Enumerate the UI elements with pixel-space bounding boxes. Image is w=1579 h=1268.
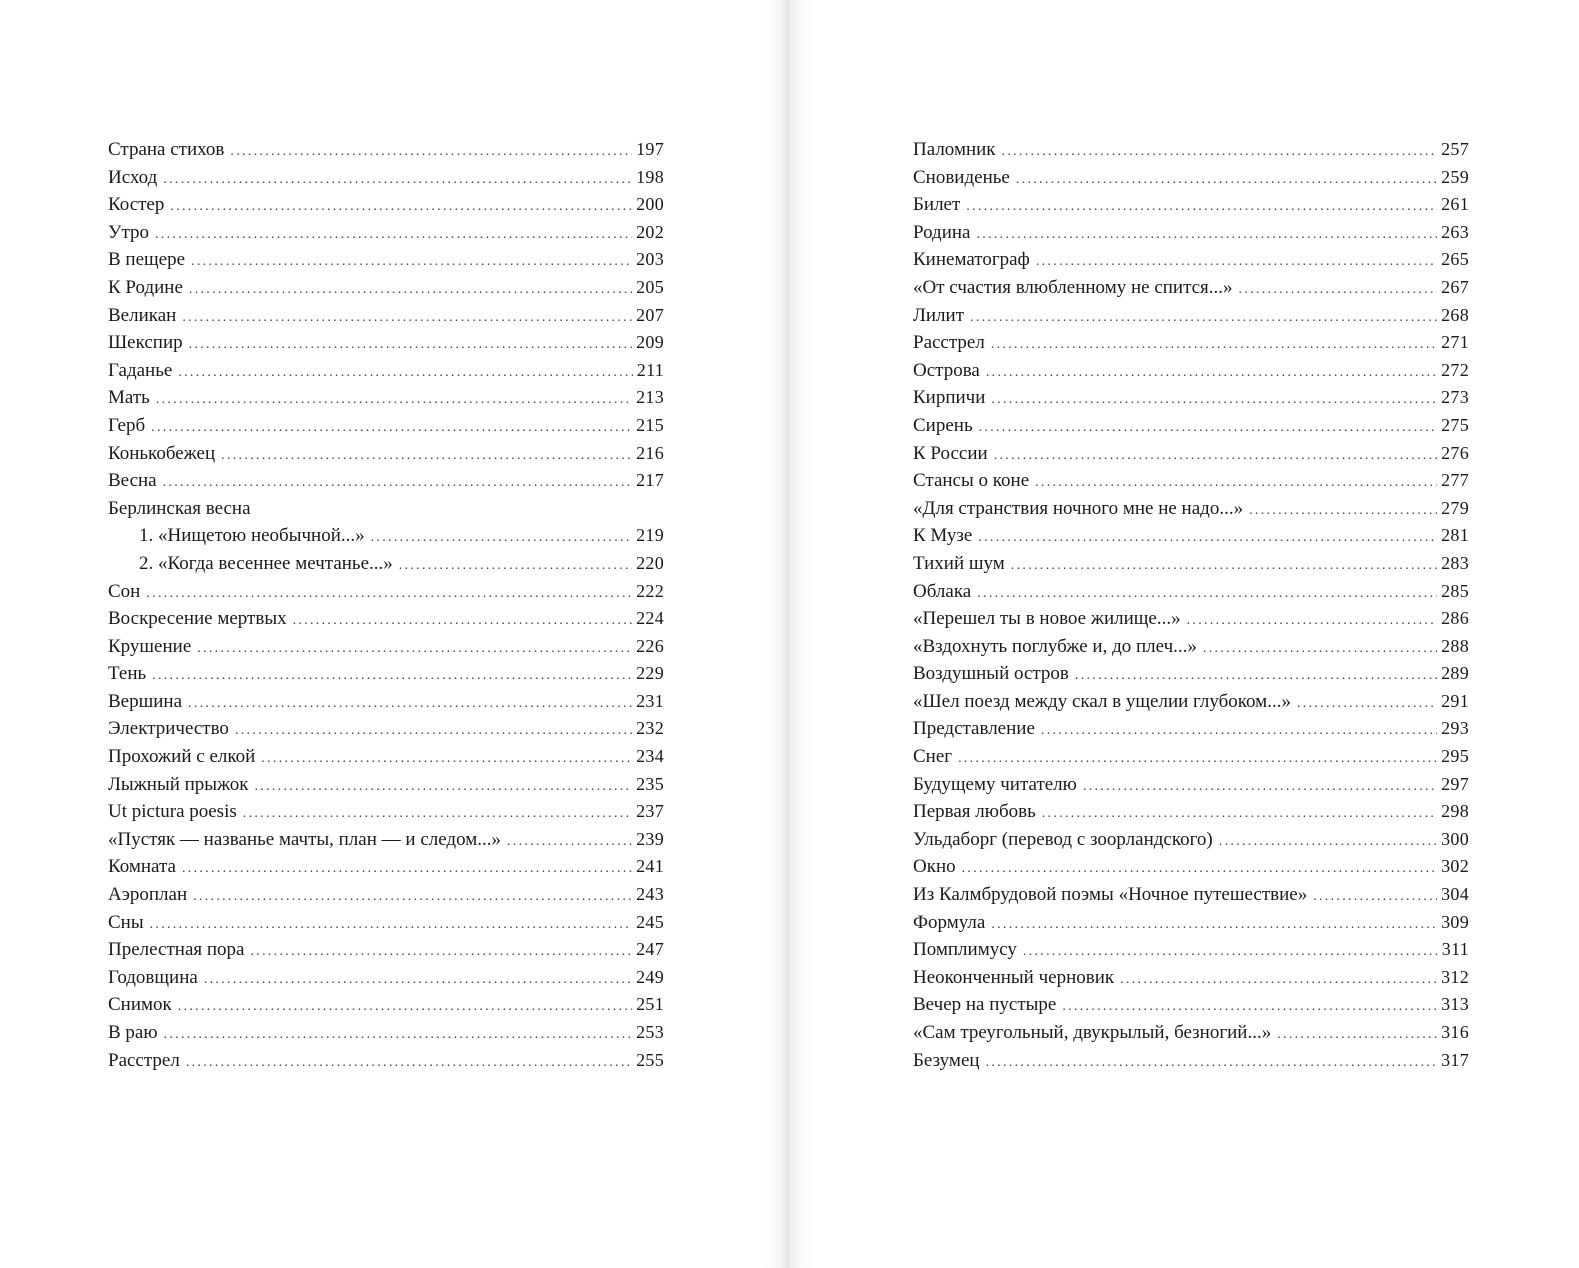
toc-dot-leader [146, 580, 632, 608]
toc-dot-leader [182, 304, 632, 332]
toc-entry [108, 688, 664, 716]
toc-page-number: 313 [1441, 994, 1469, 1015]
toc-dot-leader [193, 883, 632, 911]
toc-entry-title: «Сам треугольный, двукрылый, безногий...» [913, 1022, 1272, 1043]
toc-page-number: 237 [636, 801, 664, 822]
toc-page-number: 253 [636, 1022, 664, 1042]
toc-dot-leader [1016, 166, 1437, 194]
toc-dot-leader [1075, 662, 1437, 690]
toc-entry-title: Утро [108, 221, 149, 243]
toc-entry-title: Шекспир [108, 332, 183, 354]
toc-page-number: 273 [1441, 387, 1469, 408]
toc-entry [108, 964, 664, 992]
toc-page-number: 281 [1441, 525, 1469, 546]
toc-page-number: 198 [636, 166, 664, 187]
toc-entry [913, 164, 1469, 192]
toc-entry [108, 384, 664, 412]
toc-page-number: 247 [636, 939, 664, 960]
toc-dot-leader [197, 635, 632, 663]
toc-entry [108, 302, 664, 330]
toc-entry-title: Лилит [913, 304, 965, 326]
toc-dot-leader [235, 717, 632, 745]
toc-entry-title: Аэроплан [108, 884, 188, 906]
toc-dot-leader [230, 138, 632, 166]
toc-entry [913, 136, 1469, 164]
toc-entry [108, 136, 664, 164]
toc-entry [913, 357, 1469, 385]
toc-dot-leader [1041, 717, 1437, 745]
toc-dot-leader [170, 193, 632, 221]
toc-dot-leader [991, 911, 1437, 939]
toc-entry-title: Родина [913, 221, 971, 243]
toc-entry [913, 302, 1469, 330]
toc-entry [913, 550, 1469, 578]
toc-entry [913, 853, 1469, 881]
toc-entry [913, 495, 1469, 523]
toc-entry [108, 743, 664, 771]
toc-dot-leader [182, 855, 632, 883]
toc-dot-leader [151, 414, 632, 442]
toc-entry-title: Весна [108, 470, 157, 492]
toc-page-number: 304 [1441, 884, 1469, 905]
toc-page-number: 295 [1441, 746, 1469, 767]
toc-entry [108, 578, 664, 606]
toc-entry [108, 991, 664, 1019]
toc-entry [108, 191, 664, 219]
toc-page-number: 202 [636, 221, 664, 242]
toc-entry-title: «Шел поезд между скал в ущелии глубоком...» [913, 690, 1291, 712]
toc-entry-title: К Музе [913, 525, 973, 547]
toc-page-number: 316 [1441, 1022, 1469, 1042]
toc-entry [913, 605, 1469, 633]
toc-entry [108, 605, 664, 633]
toc-dot-leader [1036, 248, 1437, 276]
toc-entry-title: Паломник [913, 139, 996, 160]
toc-entry [108, 1019, 664, 1047]
toc-entry [913, 743, 1469, 771]
toc-page-number: 207 [636, 304, 664, 325]
toc-entry-title: Сновиденье [913, 166, 1010, 188]
toc-dot-leader [155, 221, 632, 249]
toc-dot-leader [958, 745, 1437, 773]
toc-page-number: 259 [1441, 166, 1469, 187]
toc-entry-title: Берлинская весна [108, 497, 251, 519]
toc-entry-title: 1. «Нищетою необычной...» [139, 525, 365, 547]
toc-page-number: 217 [636, 470, 664, 491]
toc-page-number: 311 [1441, 939, 1469, 960]
toc-entry [108, 715, 664, 743]
toc-entry [913, 522, 1469, 550]
toc-page-number: 229 [636, 663, 664, 684]
toc-entry [913, 688, 1469, 716]
toc-entry [108, 826, 664, 854]
toc-dot-leader [977, 580, 1437, 608]
toc-list-left [108, 136, 664, 1074]
toc-entry [913, 412, 1469, 440]
toc-entry-title: Острова [913, 359, 980, 381]
toc-dot-leader [178, 359, 632, 387]
toc-entry-title: Электричество [108, 718, 229, 740]
toc-entry-title: Тень [108, 663, 147, 685]
toc-page-number: 277 [1441, 470, 1469, 491]
toc-dot-leader [970, 304, 1437, 332]
toc-entry-title: 2. «Когда весеннее мечтанье...» [139, 552, 393, 574]
toc-dot-leader [189, 276, 632, 304]
toc-entry-title: Будущему читателю [913, 773, 1077, 795]
toc-page-number: 239 [636, 828, 664, 849]
toc-dot-leader [178, 993, 632, 1021]
toc-entry [108, 440, 664, 468]
toc-dot-leader [1277, 1021, 1437, 1049]
toc-page-number: 276 [1441, 442, 1469, 463]
toc-entry [913, 219, 1469, 247]
toc-page-number: 317 [1441, 1049, 1469, 1070]
toc-entry [913, 246, 1469, 274]
toc-entry [108, 357, 664, 385]
toc-page-number: 275 [1441, 414, 1469, 435]
toc-page-number: 215 [636, 414, 664, 435]
toc-entry [913, 467, 1469, 495]
toc-page-number: 220 [636, 552, 664, 573]
toc-page-number: 293 [1441, 718, 1469, 739]
toc-entry [108, 164, 664, 192]
toc-page-number: 209 [636, 332, 664, 353]
toc-entry-title: Тихий шум [913, 552, 1005, 574]
toc-dot-leader [150, 911, 632, 939]
toc-page-number: 222 [636, 580, 664, 601]
toc-entry-title: Мать [108, 387, 150, 409]
toc-dot-leader [189, 331, 632, 359]
toc-entry-title: «Пустяк — названье мачты, план — и следом...» [108, 828, 501, 850]
toc-entry-title: Воздушный остров [913, 663, 1069, 685]
toc-entry-title: Страна стихов [108, 139, 225, 160]
toc-dot-leader [204, 966, 632, 994]
left-page [108, 136, 664, 1074]
toc-entry [913, 798, 1469, 826]
toc-entry [913, 715, 1469, 743]
toc-page-number: 288 [1441, 635, 1469, 656]
toc-entry-title: Снимок [108, 994, 172, 1016]
toc-dot-leader [261, 745, 632, 773]
toc-dot-leader [254, 773, 632, 801]
toc-entry [108, 909, 664, 937]
toc-page-number: 272 [1441, 359, 1469, 380]
toc-page-number: 257 [1441, 139, 1469, 159]
toc-entry-title: Из Калмбрудовой поэмы «Ночное путешествие» [913, 884, 1308, 906]
toc-dot-leader [250, 938, 632, 966]
toc-entry-title: Костер [108, 194, 165, 216]
right-page [913, 136, 1469, 1074]
toc-page-number: 219 [636, 525, 664, 546]
toc-dot-leader [976, 221, 1437, 249]
toc-entry-title: Исход [108, 166, 158, 188]
toc-entry-title: Расстрел [108, 1049, 180, 1071]
toc-page-number: 235 [636, 773, 664, 794]
toc-dot-leader [507, 828, 632, 856]
toc-page-number: 205 [636, 276, 664, 297]
toc-page-number: 224 [636, 608, 664, 629]
toc-entry-title: Формула [913, 911, 986, 933]
toc-dot-leader [1239, 276, 1438, 304]
toc-page-number: 268 [1441, 304, 1469, 325]
toc-dot-leader [986, 359, 1437, 387]
toc-entry-title: Ut pictura poesis [108, 801, 237, 823]
toc-page-number: 309 [1441, 911, 1469, 932]
toc-page-number: 300 [1441, 828, 1469, 849]
toc-entry-title: Стансы о коне [913, 470, 1030, 492]
toc-page-number: 302 [1441, 856, 1469, 877]
toc-dot-leader [979, 414, 1437, 442]
toc-page-number: 213 [636, 387, 664, 408]
toc-page-number: 231 [636, 690, 664, 711]
toc-dot-leader [1035, 469, 1437, 497]
toc-dot-leader [1313, 883, 1437, 911]
toc-entry [913, 660, 1469, 688]
toc-dot-leader [163, 166, 632, 194]
toc-entry-title: К Родине [108, 276, 183, 298]
toc-page-number: 283 [1441, 552, 1469, 573]
toc-entry-title: В раю [108, 1022, 158, 1043]
toc-page-number: 251 [636, 994, 664, 1015]
toc-entry-title: Конькобежец [108, 442, 216, 464]
toc-page-number: 265 [1441, 249, 1469, 270]
toc-dot-leader [966, 193, 1437, 221]
book-gutter-shadow [760, 0, 820, 1268]
toc-dot-leader [1249, 497, 1437, 525]
toc-dot-leader [1297, 690, 1437, 718]
toc-entry [108, 881, 664, 909]
toc-entry-title: Сны [108, 911, 144, 933]
toc-entry-title: Ульдаборг (перевод с зоорландского) [913, 828, 1213, 850]
toc-entry [108, 660, 664, 688]
toc-entry-title: Воскресение мертвых [108, 608, 287, 630]
toc-dot-leader [991, 386, 1437, 414]
toc-page-number: 234 [636, 746, 664, 767]
toc-entry [913, 991, 1469, 1019]
toc-page-number: 261 [1441, 194, 1469, 215]
toc-dot-leader [986, 1049, 1438, 1077]
toc-subentry [108, 522, 664, 550]
toc-entry [108, 798, 664, 826]
toc-entry-title: Кинематограф [913, 249, 1030, 271]
toc-entry-title: Представление [913, 718, 1035, 740]
toc-entry-title: Неоконченный черновик [913, 966, 1115, 988]
toc-page-number: 291 [1441, 690, 1469, 711]
toc-dot-leader [1011, 552, 1437, 580]
toc-dot-leader [293, 607, 633, 635]
toc-dot-leader [962, 855, 1437, 883]
toc-page-number: 226 [636, 635, 664, 656]
toc-page-number: 200 [636, 194, 664, 215]
toc-entry [913, 909, 1469, 937]
toc-dot-leader [1002, 138, 1438, 166]
toc-dot-leader [978, 524, 1437, 552]
toc-entry-title: Сон [108, 580, 141, 602]
toc-entry-title: Великан [108, 304, 177, 326]
toc-dot-leader [164, 1021, 633, 1049]
toc-page-number: 245 [636, 911, 664, 932]
toc-list-right [913, 136, 1469, 1074]
toc-entry-title: Снег [913, 746, 953, 768]
toc-dot-leader [994, 442, 1437, 470]
toc-entry-title: Годовщина [108, 966, 198, 988]
toc-entry-title: К России [913, 442, 988, 464]
toc-page-number: 255 [636, 1049, 664, 1070]
toc-page-number: 216 [636, 442, 664, 463]
toc-entry [108, 853, 664, 881]
toc-dot-leader [186, 1049, 632, 1077]
toc-entry-title: «Вздохнуть поглубже и, до плеч...» [913, 635, 1197, 657]
toc-entry-title: Помплимусу [913, 939, 1017, 961]
toc-dot-leader [1187, 607, 1437, 635]
toc-entry [108, 412, 664, 440]
toc-entry-title: Кирпичи [913, 387, 986, 409]
toc-entry [108, 219, 664, 247]
toc-entry [108, 1047, 664, 1075]
toc-entry [913, 936, 1469, 964]
toc-page-number: 211 [636, 359, 664, 380]
toc-entry [913, 964, 1469, 992]
toc-entry-title: Прелестная пора [108, 939, 245, 961]
toc-dot-leader [188, 690, 632, 718]
toc-entry-title: Сирень [913, 414, 973, 436]
toc-entry-title: Герб [108, 414, 146, 436]
toc-dot-leader [191, 248, 632, 276]
toc-dot-leader [221, 442, 632, 470]
toc-page-number: 263 [1441, 221, 1469, 242]
toc-page-number: 297 [1441, 773, 1469, 794]
toc-dot-leader [1219, 828, 1437, 856]
toc-dot-leader [1120, 966, 1437, 994]
toc-page-number: 267 [1441, 276, 1469, 297]
toc-page-number: 232 [636, 718, 664, 739]
toc-entry [913, 1047, 1469, 1075]
toc-page-number: 298 [1441, 801, 1469, 822]
toc-entry [108, 329, 664, 357]
toc-page-number: 271 [1441, 332, 1469, 353]
toc-page-number: 285 [1441, 580, 1469, 601]
toc-entry [108, 467, 664, 495]
toc-entry-title: Крушение [108, 635, 192, 657]
toc-page-number: 203 [636, 249, 664, 270]
toc-entry [108, 246, 664, 274]
toc-page-number: 197 [636, 139, 664, 159]
toc-entry-title: Прохожий с елкой [108, 746, 256, 768]
toc-page-number: 243 [636, 884, 664, 905]
toc-entry-title: Первая любовь [913, 801, 1036, 823]
toc-dot-leader [1083, 773, 1437, 801]
toc-page-number: 289 [1441, 663, 1469, 684]
toc-page-number: 241 [636, 856, 664, 877]
toc-entry [913, 274, 1469, 302]
toc-entry-title: Расстрел [913, 332, 985, 354]
toc-entry [108, 274, 664, 302]
toc-entry-title: Билет [913, 194, 961, 216]
toc-entry [108, 633, 664, 661]
toc-entry-title: Лыжный прыжок [108, 773, 249, 795]
toc-page-number: 279 [1441, 497, 1469, 518]
toc-entry [913, 1019, 1469, 1047]
toc-entry-title: Вершина [108, 690, 183, 712]
toc-page-number: 312 [1441, 966, 1469, 987]
toc-entry-title: Гаданье [108, 359, 173, 381]
toc-entry-title: В пещере [108, 249, 186, 271]
toc-entry [913, 826, 1469, 854]
toc-entry-title: Вечер на пустыре [913, 994, 1057, 1016]
toc-entry [913, 578, 1469, 606]
toc-page-number: 249 [636, 966, 664, 987]
toc-dot-leader [243, 800, 632, 828]
toc-entry [913, 881, 1469, 909]
toc-page-number: 286 [1441, 608, 1469, 629]
toc-entry-title: «Перешел ты в новое жилище...» [913, 608, 1181, 630]
toc-entry [913, 384, 1469, 412]
toc-entry-title: Безумец [913, 1049, 980, 1071]
toc-entry [108, 495, 664, 523]
toc-dot-leader [1042, 800, 1437, 828]
toc-dot-leader [156, 386, 632, 414]
toc-dot-leader [152, 662, 632, 690]
toc-entry-title: Облака [913, 580, 972, 602]
toc-entry [913, 633, 1469, 661]
toc-subentry [108, 550, 664, 578]
toc-dot-leader [991, 331, 1437, 359]
toc-entry-title: Комната [108, 856, 176, 878]
toc-dot-leader [371, 524, 632, 552]
toc-dot-leader [1023, 938, 1438, 966]
toc-entry [913, 191, 1469, 219]
toc-entry-title: Окно [913, 856, 956, 878]
toc-entry-title: «От счастия влюбленному не спится...» [913, 276, 1233, 298]
toc-dot-leader [1203, 635, 1437, 663]
toc-entry-title: «Для странствия ночного мне не надо...» [913, 497, 1244, 519]
toc-entry [108, 936, 664, 964]
toc-entry [108, 771, 664, 799]
toc-entry [913, 329, 1469, 357]
toc-dot-leader [163, 469, 632, 497]
toc-dot-leader [1062, 993, 1437, 1021]
toc-entry [913, 771, 1469, 799]
toc-dot-leader [399, 552, 632, 580]
toc-entry [913, 440, 1469, 468]
